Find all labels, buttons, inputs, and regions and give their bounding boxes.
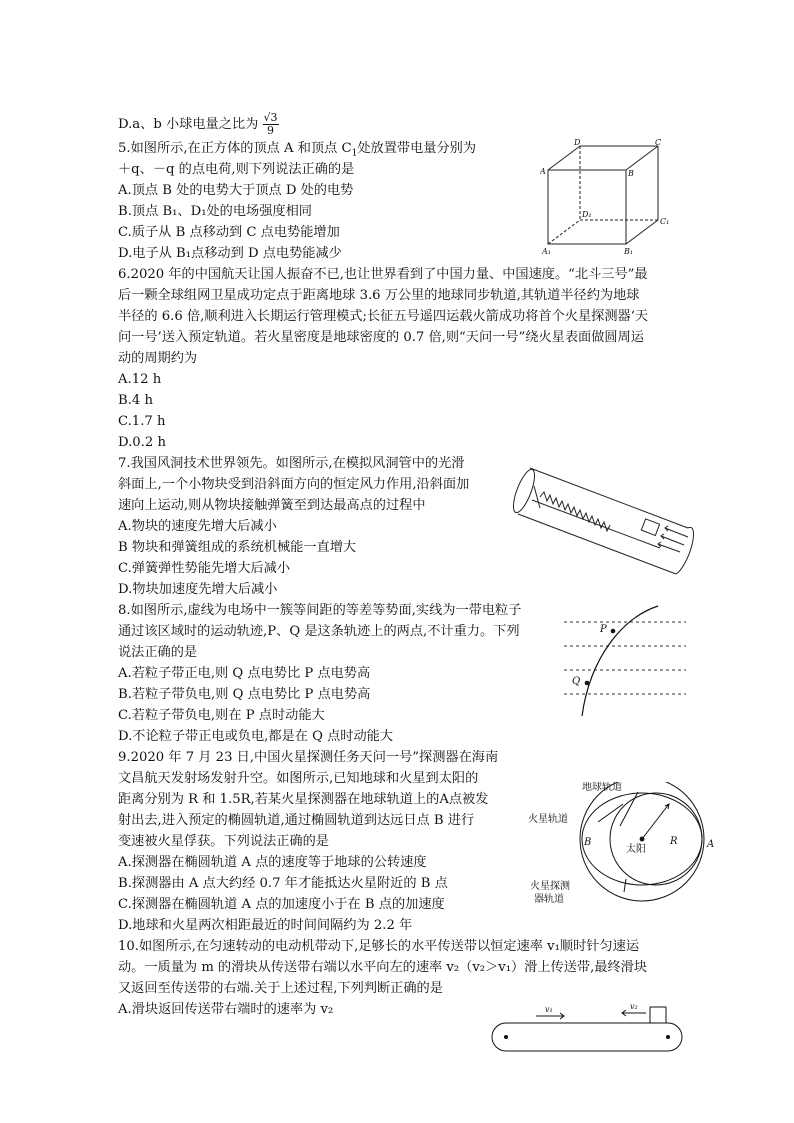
label-mars-orbit: 火星轨道: [528, 814, 568, 825]
tube-right-end: [676, 527, 694, 574]
tube-bottom-edge: [518, 514, 676, 574]
fraction-numerator: √3: [263, 111, 278, 124]
q7-option-b: B 物块和弹簧组成的系统机械能一直增大: [118, 540, 357, 555]
q8-option-a: A.若粒子带正电,则 Q 点电势比 P 点电势高: [118, 666, 371, 681]
tube-left-end: [510, 467, 539, 515]
wind-tunnel-figure: [510, 448, 710, 588]
q10-stem-line-2: 动。一质量为 m 的滑块从传送带右端以水平向左的速率 v₂（v₂＞v₁）滑上传送带,最终滑块: [118, 960, 648, 975]
q10-stem-line-1: 10.如图所示,在匀速转动的电动机带动下,足够长的水平传送带以恒定速率 v₁顺时针匀速运: [118, 939, 640, 954]
q6-option-b: B.4 h: [118, 393, 153, 408]
label-earth-orbit: 地球轨道: [582, 782, 622, 793]
label-q: Q: [572, 676, 581, 687]
q6-stem-line-5: 动的周期约为: [118, 351, 198, 366]
left-pulley-arc: [492, 1023, 506, 1051]
q9-stem-line-5: 变速被火星俘获。下列说法正确的是: [118, 834, 329, 849]
q9-option-a: A.探测器在椭圆轨道 A 点的速度等于地球的公转速度: [118, 855, 427, 870]
cube-front-face: [548, 170, 626, 244]
label-v2: v₂: [630, 1002, 638, 1011]
q5-option-a: A.顶点 B 处的电势大于顶点 D 处的电势: [118, 183, 354, 198]
orbit-figure: [528, 782, 748, 907]
q6-option-d: D.0.2 h: [118, 435, 166, 450]
label-sun: 太阳: [626, 844, 646, 855]
q8-stem-line-3: 说法正确的是: [118, 645, 198, 660]
cube-figure: [540, 138, 670, 256]
q5-option-d: D.电子从 B₁点移动到 D 点电势能减少: [118, 246, 342, 261]
left-pulley-axle: [504, 1035, 508, 1039]
q6-stem-line-2: 后一颗全球组网卫星成功定点于距离地球 3.6 万公里的地球同步轨道,其轨道半径约为地球: [118, 288, 640, 303]
label-v1: v₁: [545, 1005, 553, 1014]
equipotential-figure: [560, 600, 690, 718]
point-q: [585, 681, 590, 686]
cube-label-d1: D₁: [582, 210, 592, 219]
q9-stem-line-2: 文昌航天发射场发射升空。如图所示,已知地球和火星到太阳的: [118, 771, 479, 786]
q10-stem-line-3: 又返回至传送带的右端.关于上述过程,下列判断正确的是: [118, 981, 443, 996]
cube-label-c: C: [655, 138, 662, 147]
slider-block: [650, 1007, 666, 1023]
conveyor-figure: [490, 1000, 690, 1058]
q6-stem-line-1: 6.2020 年的中国航天让国人振奋不已,也让世界看到了中国力量、中国速度。“北斗三号”最: [118, 267, 648, 282]
label-probe-orbit-2: 器轨道: [534, 894, 564, 905]
earth-orbit: [610, 793, 702, 885]
q5-stem-tail: 处放置带电量分别为: [357, 141, 477, 156]
q4-option-d: [118, 112, 279, 137]
cube-label-d: D: [574, 138, 581, 147]
q9-stem-line-3: 距离分别为 R 和 1.5R,若某火星探测器在地球轨道上的A点被发: [118, 792, 489, 807]
q8-option-b: B.若粒子带负电,则 Q 点电势比 P 点电势高: [118, 687, 371, 702]
q10-option-a: A.滑块返回传送带右端时的速率为 v₂: [118, 1002, 334, 1017]
q9-option-b: B.探测器由 A 点大约经 0.7 年才能抵达火星附近的 B 点: [118, 876, 448, 891]
wind-arrows: [658, 526, 688, 552]
label-r: R: [670, 836, 678, 847]
q6-option-c: C.1.7 h: [118, 414, 166, 429]
q5-stem-line-1: [118, 140, 476, 163]
cube-label-a: A: [540, 167, 546, 176]
fraction-denominator: 9: [267, 124, 274, 137]
q5-stem-text: 5.如图所示,在正方体的顶点 A 和顶点 C: [118, 141, 352, 156]
fraction: [263, 112, 279, 137]
tube-top-edge: [530, 468, 688, 528]
q9-stem-line-4: 射出去,进入预定的椭圆轨道,通过椭圆轨道到达远日点 B 进行: [118, 813, 475, 828]
q6-stem-line-4: 问一号’送入预定轨道。若火星密度是地球密度的 0.7 倍,则“天问一号”绕火星表面做圆周运: [118, 330, 644, 345]
q8-option-c: C.若粒子带负电,则在 P 点时动能大: [118, 708, 325, 723]
q5-stem-subscript: 1: [351, 148, 358, 159]
q9-stem-line-1: 9.2020 年 7 月 23 日,中国火星探测任务天问一号”探测器在海南: [118, 750, 499, 765]
q8-stem-line-2: 通过该区域时的运动轨迹,P、Q 是这条轨迹上的两点,不计重力。下列: [118, 624, 520, 639]
q7-option-c: C.弹簧弹性势能先增大后减小: [118, 561, 291, 576]
block: [641, 519, 659, 536]
radius-line: [642, 804, 669, 839]
cube-label-c1: C₁: [660, 217, 670, 226]
q8-option-d: D.不论粒子带正电或负电,都是在 Q 点时动能大: [118, 729, 394, 744]
q7-option-d: D.物块加速度先增大后减小: [118, 582, 278, 597]
sun-icon: [640, 837, 645, 842]
right-pulley-arc: [668, 1023, 682, 1051]
point-p: [611, 629, 616, 634]
q9-option-d: D.地球和火星两次相距最近的时间间隔约为 2.2 年: [118, 918, 413, 933]
q9-option-c: C.探测器在椭圆轨道 A 点的加速度小于在 B 点的加速度: [118, 897, 445, 912]
cube-label-a1: A₁: [542, 247, 551, 256]
probe-orbit-upper: [582, 793, 702, 839]
q7-option-a: A.物块的速度先增大后减小: [118, 519, 277, 534]
q5-option-c: C.质子从 B 点移动到 C 点电势能增加: [118, 225, 340, 240]
q5-option-b: B.顶点 B₁、D₁处的电场强度相同: [118, 204, 312, 219]
q5-stem-line-2: ＋q、－q 的点电荷,则下列说法正确的是: [118, 162, 355, 177]
right-pulley-axle: [666, 1035, 670, 1039]
q4-option-d-text: D.a、b 小球电量之比为: [118, 117, 259, 132]
q7-stem-line-3: 速向上运动,则从物块接触弹簧至到达最高点的过程中: [118, 498, 426, 513]
q6-option-a: A.12 h: [118, 372, 162, 387]
label-p: P: [600, 624, 607, 635]
cube-label-b1: B₁: [624, 247, 634, 256]
label-b: B: [584, 837, 592, 848]
q7-stem-line-2: 斜面上,一个小物块受到沿斜面方向的恒定风力作用,沿斜面加: [118, 477, 470, 492]
label-a: A: [707, 839, 715, 850]
cube-label-b: B: [628, 169, 634, 178]
q6-stem-line-3: 半径的 6.6 倍,顺利进入长期运行管理模式;长征五号遥四运载火箭成功将首个火星探测器‘天: [118, 309, 649, 324]
q8-stem-line-1: 8.如图所示,虚线为电场中一簇等间距的等差等势面,实线为一带电粒子: [118, 603, 522, 618]
label-probe-orbit-1: 火星探测: [530, 881, 570, 892]
q7-stem-line-1: 7.我国风洞技术世界领先。如图所示,在模拟风洞管中的光滑: [118, 456, 465, 471]
